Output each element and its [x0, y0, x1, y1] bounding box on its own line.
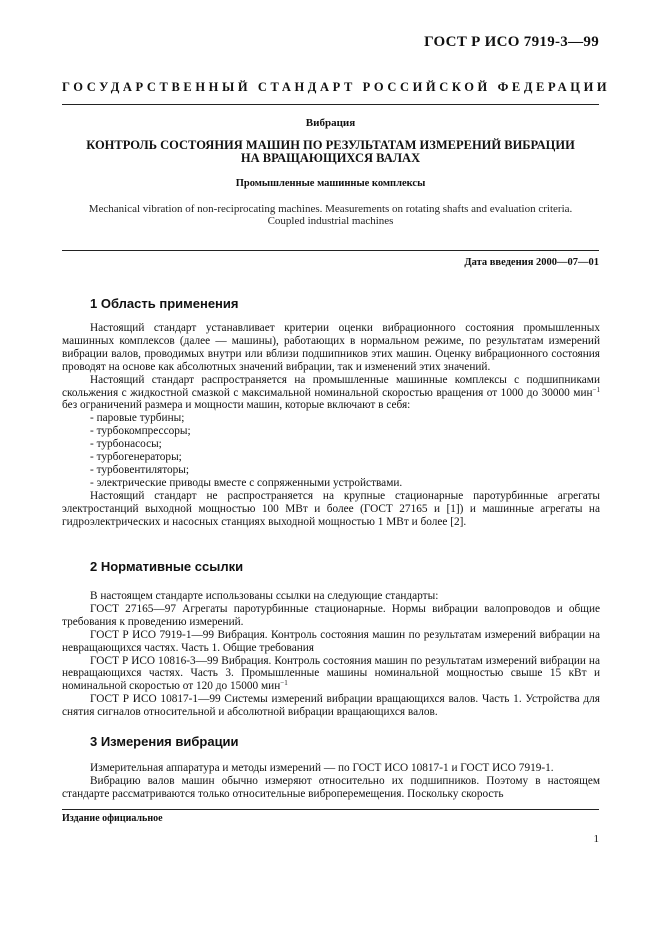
reference-item: ГОСТ 27165—97 Агрегаты паротурбинные стационарные. Нормы вибрации валопроводов и общие требования к проведению измерений. [62, 602, 600, 628]
document-subtitle: Промышленные машинные комплексы [235, 178, 426, 189]
reference-item: ГОСТ Р ИСО 10816-3—99 Вибрация. Контроль состояния машин по результатам измерений вибрации на невращающихся частях. Часть 3. Промышленные машины номинальной мощностью свыше 15 кВт и номинальной скоростью от 120 до 15000 мин$^{-1}$ [62, 654, 600, 693]
paragraph: Настоящий стандарт устанавливает критерии оценки вибрационного состояния промышленных машинных комплексов (далее — машины), работающих в нормальном режиме, по результатам измерений вибрации валов, проводимых внутри или вблизи подшипников этих машин. Оценку вибрационного состояния проводят на основе как абсолютных значений вибрации, так и изменений этих значений. [62, 322, 600, 373]
paragraph: В настоящем стандарте использованы ссылки на следующие стандарты: [90, 590, 439, 602]
state-standard-header: ГОСУДАРСТВЕННЫЙ СТАНДАРТ РОССИЙСКОЙ ФЕДЕРАЦИИ [62, 80, 611, 94]
title-line: НА ВРАЩАЮЩИХСЯ ВАЛАХ [240, 151, 421, 165]
paragraph: Измерительная аппаратура и методы измерений — по ГОСТ ИСО 10817-1 и ГОСТ ИСО 7919-1. [90, 762, 554, 774]
official-edition-label: Издание официальное [62, 813, 163, 824]
section-body-measurements [62, 762, 600, 801]
list-item: - турбокомпрессоры; [90, 425, 191, 438]
machine-list [62, 412, 600, 489]
page-number: 1 [593, 833, 599, 845]
section-heading-references: 2 Нормативные ссылки [90, 559, 244, 574]
divider [62, 104, 599, 105]
document-code: ГОСТ Р ИСО 7919-3—99 [424, 34, 599, 50]
list-item: - турбонасосы; [90, 438, 162, 451]
section-body-scope [62, 322, 600, 529]
english-title-line: Mechanical vibration of non-reciprocating machines. Measurements on rotating shafts and evaluation criteria. [88, 203, 573, 215]
english-title [62, 203, 599, 227]
section-heading-scope: 1 Область применения [90, 296, 239, 311]
divider [62, 250, 599, 251]
paragraph: Вибрацию валов машин обычно измеряют относительно их подшипников. Поэтому в настоящем стандарте рассматриваются только относительные виброперемещения. Поскольку скорость [62, 774, 600, 800]
introduction-date: Дата введения 2000—07—01 [464, 257, 599, 268]
list-item: - паровые турбины; [90, 412, 185, 425]
paragraph: Настоящий стандарт не распространяется на крупные стационарные паротурбинные агрегаты электростанций выходной мощностью 100 МВт и более (ГОСТ 27165 и [1]) и машинные агрегаты на гидроэлектрических и насосных станциях выходной мощностью 1 МВт и более [2]. [62, 489, 600, 528]
list-item: - турбовентиляторы; [90, 463, 190, 476]
english-title-line: Coupled industrial machines [267, 215, 394, 227]
title-line: КОНТРОЛЬ СОСТОЯНИЯ МАШИН ПО РЕЗУЛЬТАТАМ ИЗМЕРЕНИЙ ВИБРАЦИИ [86, 138, 575, 152]
divider [62, 809, 599, 810]
reference-item: ГОСТ Р ИСО 7919-1—99 Вибрация. Контроль состояния машин по результатам измерений вибрации на невращающихся частях. Часть 1. Общие требования [62, 628, 600, 654]
document-title [62, 139, 599, 165]
list-item: - электрические приводы вместе с сопряженными устройствами. [90, 476, 403, 489]
section-heading-measurements: 3 Измерения вибрации [90, 734, 239, 749]
subject-label: Вибрация [305, 117, 356, 129]
paragraph: Настоящий стандарт распространяется на промышленные машинные комплексы с подшипниками скольжения с жидкостной смазкой с максимальной номинальной скоростью вращения от 1000 до 30000 мин$^{-1}$ без ограничений размера и мощности машин, которые включают в себя: [62, 373, 600, 412]
list-item: - турбогенераторы; [90, 451, 182, 464]
reference-item: ГОСТ Р ИСО 10817-1—99 Системы измерений вибрации вращающихся валов. Часть 1. Устройства для снятия сигналов относительной и абсолютной вибрации вращающихся валов. [62, 693, 600, 719]
section-body-references [62, 590, 600, 719]
